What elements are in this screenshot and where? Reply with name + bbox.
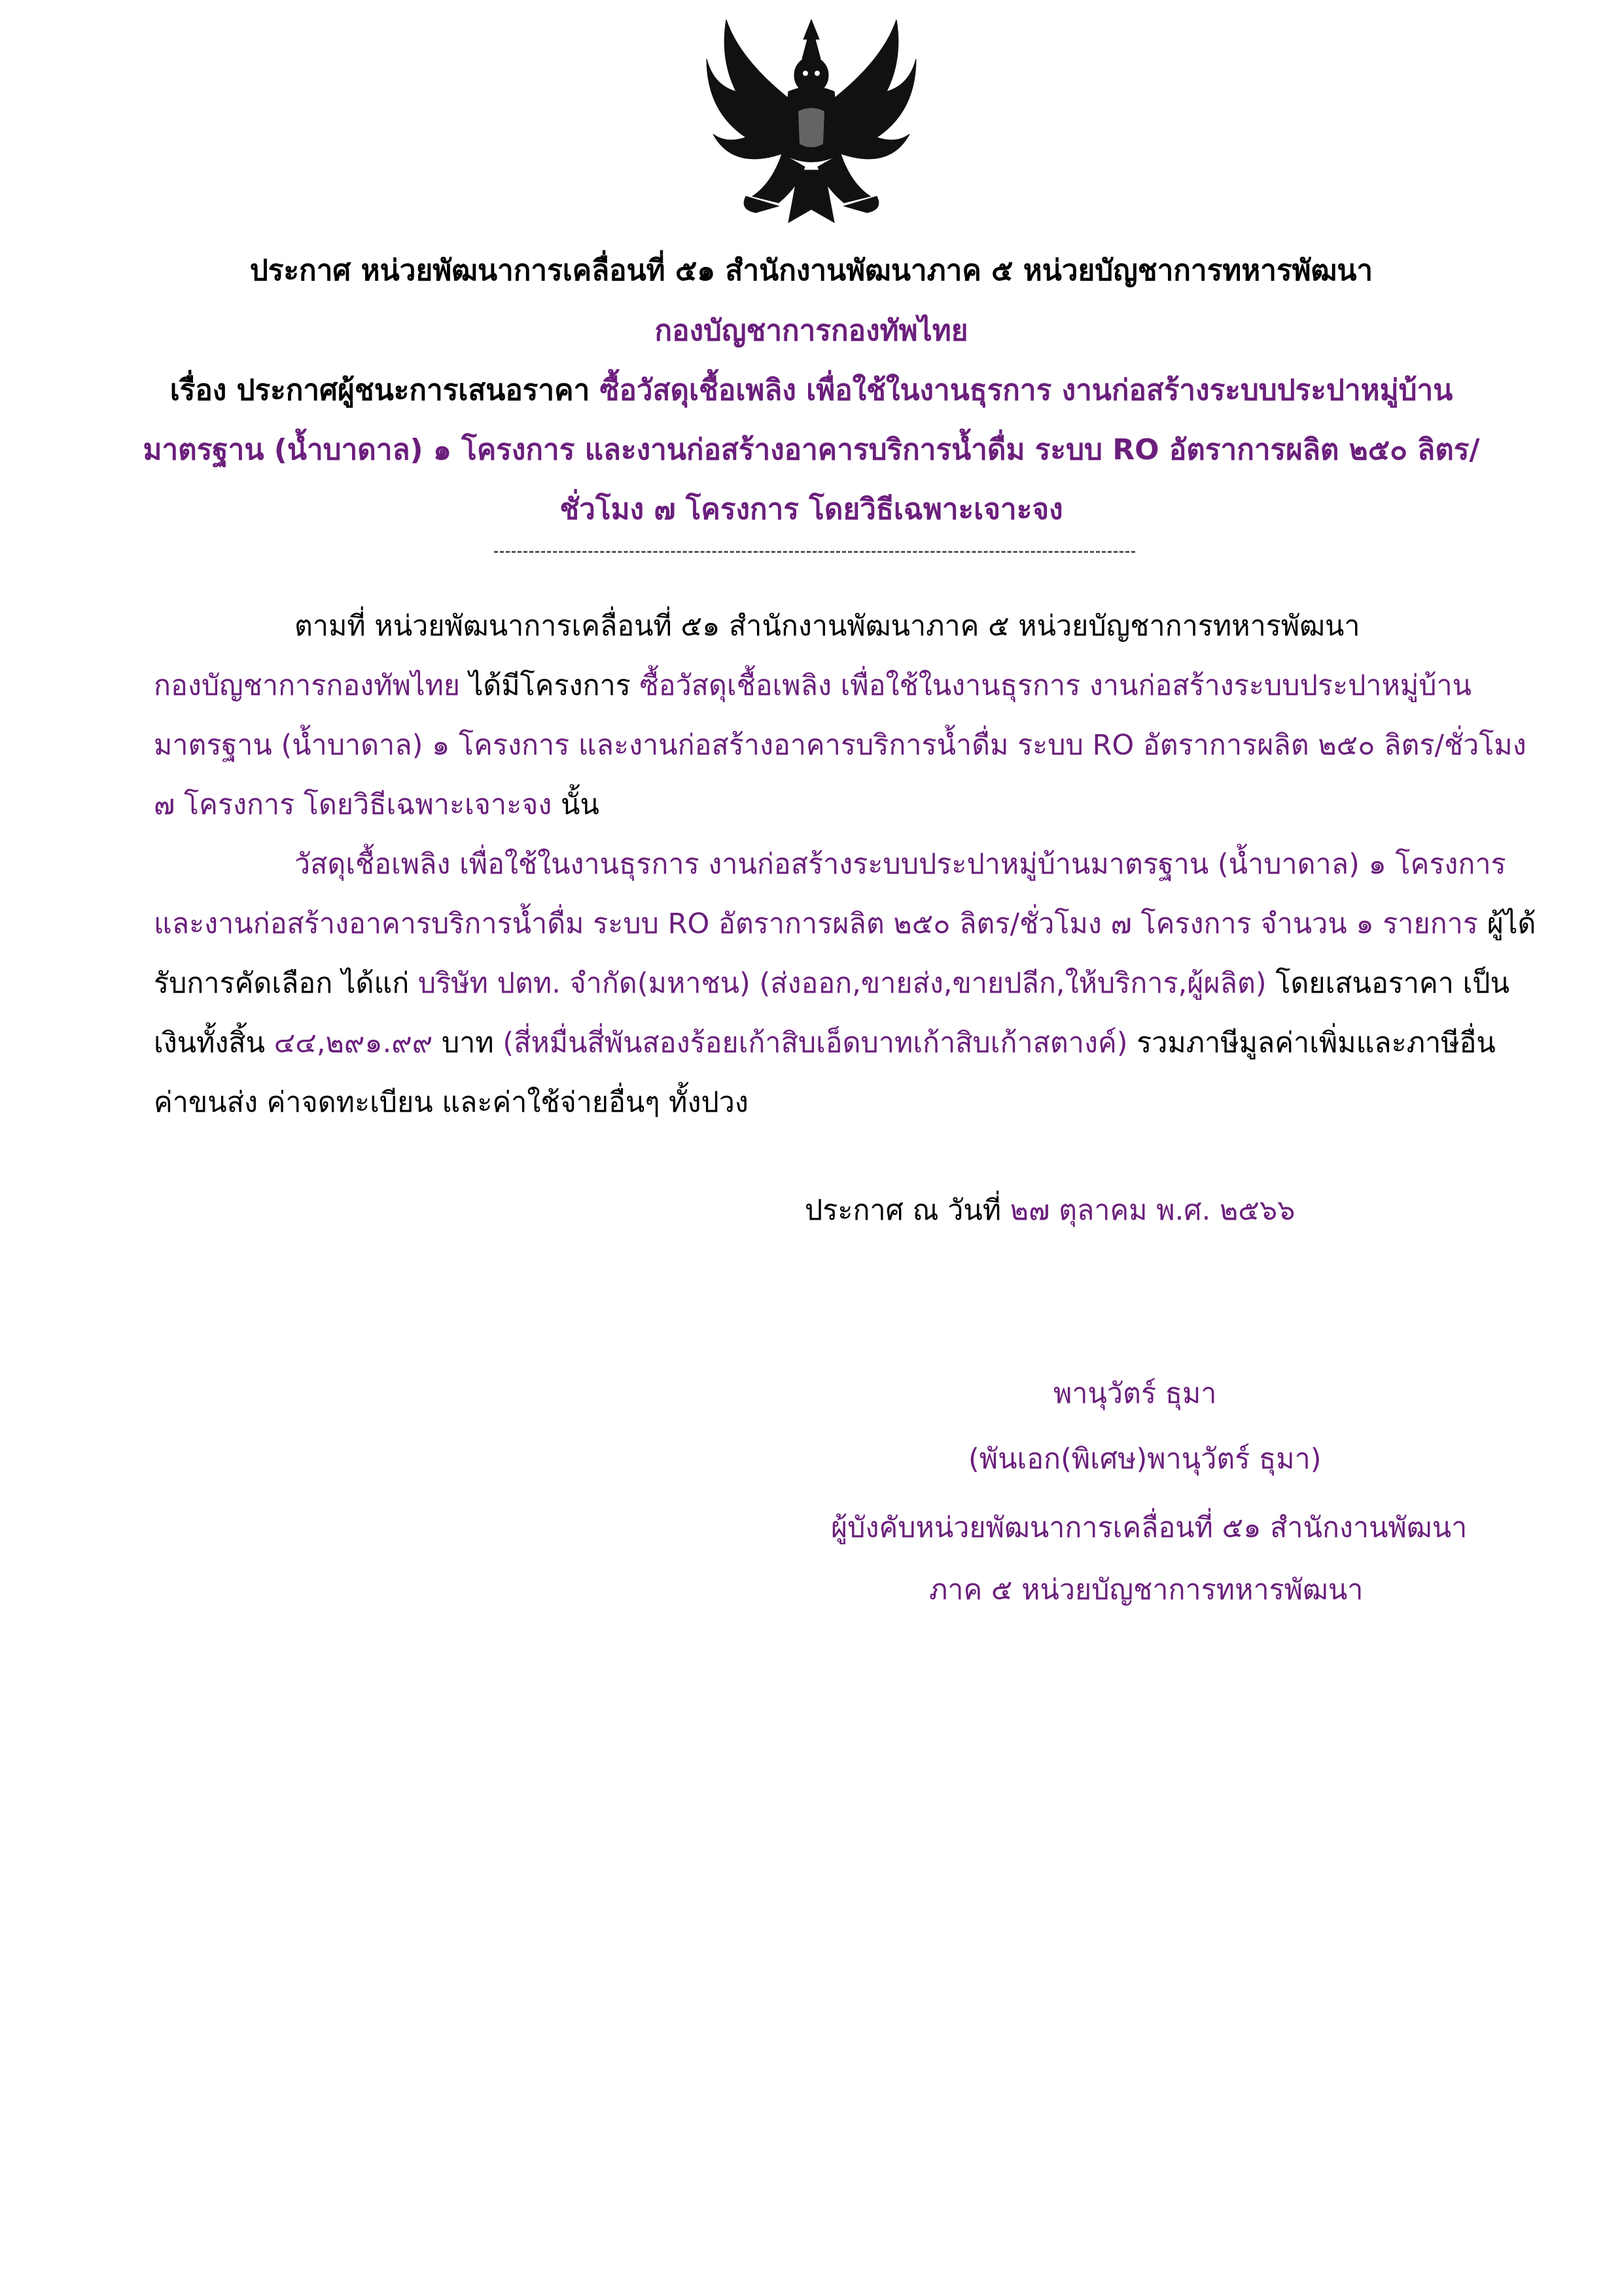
item-description: และงานก่อสร้างอาคารบริการน้ำดื่ม ระบบ RO อัตราการผลิต ๒๕๐ ลิตร/ชั่วโมง ๗ โครงการ จำนวน ๑ รายการ [154,908,1479,940]
paragraph2-line4 [154,1020,1496,1065]
project-name: ซื้อวัสดุเชื้อเพลิง เพื่อใช้ในงานธุรการ งานก่อสร้างระบบประปาหมู่บ้าน [639,669,1472,702]
agency-name: กองบัญชาการกองทัพไทย [154,669,461,702]
project-intro: ได้มีโครงการ [460,669,640,702]
paragraph1-line1: ตามที่ หน่วยพัฒนาการเคลื่อนที่ ๕๑ สำนักงานพัฒนาภาค ๕ หน่วยบัญชาการทหารพัฒนา [294,610,1360,643]
heading [131,0,1492,537]
selected-label: รับการคัดเลือก ได้แก่ [154,967,418,1000]
heading-line-3 [131,367,1492,413]
signature-full-name: (พันเอก(พิเศษ)พานุวัตร์ ธุมา) [968,1443,1322,1475]
heading-line-2: กองบัญชาการกองทัพไทย [654,314,968,347]
currency-label: บาท [432,1027,503,1059]
paragraph2-line2 [154,901,1536,945]
paragraph2-line5: ค่าขนส่ง ค่าจดทะเบียน และค่าใช้จ่ายอื่นๆ ทั้งปวง [154,1086,749,1119]
separator-line [494,551,1135,553]
total-label: เงินทั้งสิ้น [154,1027,274,1059]
signature-name: พานุวัตร์ ธุมา [1053,1377,1217,1410]
project-count: ๗ โครงการ โดยวิธีเฉพาะเจาะจง [154,788,552,821]
heading-subject: ซื้อวัสดุเชื้อเพลิง เพื่อใช้ในงานธุรการ งานก่อสร้างระบบประปาหมู่บ้าน [599,374,1453,407]
winner-company: บริษัท ปตท. จำกัด(มหาชน) (ส่งออก,ขายส่ง,ขายปลีก,ให้บริการ,ผู้ผลิต) [417,967,1267,1000]
heading-line-5: ชั่วโมง ๗ โครงการ โดยวิธีเฉพาะเจาะจง [559,493,1063,526]
paragraph1-end: นั้น [552,788,599,821]
total-amount: ๔๔,๒๙๑.๙๙ [273,1027,433,1059]
signature-position-line1: ผู้บังคับหน่วยพัฒนาการเคลื่อนที่ ๕๑ สำนักงานพัฒนา [831,1511,1468,1544]
announcement-date [805,1188,1295,1232]
date-label: ประกาศ ณ วันที่ [805,1194,1010,1227]
heading-line-1: ประกาศ หน่วยพัฒนาการเคลื่อนที่ ๕๑ สำนักงานพัฒนาภาค ๕ หน่วยบัญชาการทหารพัฒนา [249,254,1373,287]
heading-subject-prefix: เรื่อง ประกาศผู้ชนะการเสนอราคา [169,374,600,407]
winner-label-start: ผู้ได้ [1478,908,1536,940]
paragraph1-line4 [154,782,599,826]
paragraph2-line1: วัสดุเชื้อเพลิง เพื่อใช้ในงานธุรการ งานก่อสร้างระบบประปาหมู่บ้านมาตรฐาน (น้ำบาดาล) ๑ โครงการ [294,848,1506,881]
paragraph2-line3 [154,961,1509,1005]
signature-position-line2: ภาค ๕ หน่วยบัญชาการทหารพัฒนา [929,1574,1364,1606]
paragraph1-line2 [154,663,1472,707]
paragraph1-line3: มาตรฐาน (น้ำบาดาล) ๑ โครงการ และงานก่อสร้างอาคารบริการน้ำดื่ม ระบบ RO อัตราการผลิต ๒๕๐ ลิตร/ชั่วโมง [154,729,1526,762]
date-value: ๒๗ ตุลาคม พ.ศ. ๒๕๖๖ [1010,1194,1296,1227]
total-amount-words: (สี่หมื่นสี่พันสองร้อยเก้าสิบเอ็ดบาทเก้าสิบเก้าสตางค์) [502,1027,1128,1059]
heading-line-4: มาตรฐาน (น้ำบาดาล) ๑ โครงการ และงานก่อสร้างอาคารบริการน้ำดื่ม ระบบ RO อัตราการผลิต ๒๕๐ ลิตร/ [143,433,1480,467]
tax-note: รวมภาษีมูลค่าเพิ่มและภาษีอื่น [1127,1027,1496,1059]
offer-label: โดยเสนอราคา เป็น [1266,967,1509,1000]
